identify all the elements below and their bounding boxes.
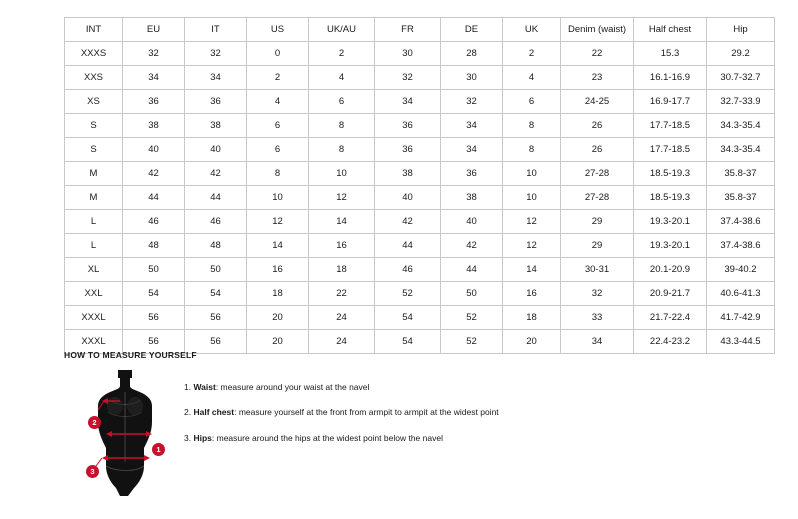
table-row	[65, 306, 775, 330]
cell-half-chest: 19.3-20.1	[634, 210, 707, 234]
cell-denim-waist: 23	[561, 66, 634, 90]
cell-de: 34	[441, 114, 503, 138]
cell-eu: 48	[123, 234, 185, 258]
measure-note-half-chest-number: 2.	[184, 407, 192, 418]
cell-uk: 8	[503, 114, 561, 138]
measure-note-half-chest	[184, 407, 744, 418]
measure-note-hips-number: 3.	[184, 432, 192, 443]
cell-uk-au: 8	[309, 114, 375, 138]
cell-int: XS	[65, 90, 123, 114]
cell-us: 10	[247, 186, 309, 210]
cell-it: 32	[185, 42, 247, 66]
measure-note-half-chest-term: Half chest	[193, 407, 235, 418]
cell-fr: 36	[375, 138, 441, 162]
cell-uk-au: 16	[309, 234, 375, 258]
column-header-it: IT	[185, 18, 247, 42]
cell-int: S	[65, 138, 123, 162]
measure-note-waist-text: : measure around your waist at the navel	[215, 382, 370, 392]
cell-uk-au: 12	[309, 186, 375, 210]
cell-uk: 12	[503, 210, 561, 234]
cell-half-chest: 20.9-21.7	[634, 282, 707, 306]
cell-fr: 32	[375, 66, 441, 90]
cell-half-chest: 17.7-18.5	[634, 114, 707, 138]
cell-uk-au: 8	[309, 138, 375, 162]
cell-denim-waist: 26	[561, 138, 634, 162]
cell-it: 40	[185, 138, 247, 162]
column-header-fr: FR	[375, 18, 441, 42]
cell-fr: 38	[375, 162, 441, 186]
cell-hip: 37.4-38.6	[707, 210, 775, 234]
cell-half-chest: 15.3	[634, 42, 707, 66]
cell-denim-waist: 30-31	[561, 258, 634, 282]
cell-denim-waist: 26	[561, 114, 634, 138]
cell-us: 20	[247, 306, 309, 330]
cell-int: L	[65, 234, 123, 258]
cell-eu: 34	[123, 66, 185, 90]
cell-fr: 34	[375, 90, 441, 114]
mannequin-illustration-icon	[64, 370, 184, 500]
cell-de: 36	[441, 162, 503, 186]
cell-hip: 29.2	[707, 42, 775, 66]
cell-denim-waist: 24-25	[561, 90, 634, 114]
table-header-row	[65, 18, 775, 42]
cell-hip: 39-40.2	[707, 258, 775, 282]
cell-us: 2	[247, 66, 309, 90]
cell-half-chest: 16.1-16.9	[634, 66, 707, 90]
cell-int: XXXL	[65, 306, 123, 330]
cell-half-chest: 22.4-23.2	[634, 330, 707, 354]
table-row	[65, 114, 775, 138]
cell-hip: 35.8-37	[707, 186, 775, 210]
table-row	[65, 138, 775, 162]
how-to-measure-body	[64, 370, 744, 500]
cell-us: 6	[247, 138, 309, 162]
cell-it: 42	[185, 162, 247, 186]
table-row	[65, 186, 775, 210]
cell-us: 18	[247, 282, 309, 306]
cell-eu: 56	[123, 306, 185, 330]
cell-fr: 54	[375, 306, 441, 330]
measure-notes	[184, 370, 744, 458]
cell-int: M	[65, 186, 123, 210]
cell-fr: 44	[375, 234, 441, 258]
cell-hip: 35.8-37	[707, 162, 775, 186]
cell-uk-au: 18	[309, 258, 375, 282]
column-header-int: INT	[65, 18, 123, 42]
table-row	[65, 282, 775, 306]
measure-note-hips-text: : measure around the hips at the widest point below the navel	[211, 432, 443, 443]
cell-us: 14	[247, 234, 309, 258]
cell-fr: 52	[375, 282, 441, 306]
cell-uk: 10	[503, 162, 561, 186]
cell-de: 40	[441, 210, 503, 234]
cell-it: 44	[185, 186, 247, 210]
cell-int: S	[65, 114, 123, 138]
cell-int: L	[65, 210, 123, 234]
cell-us: 6	[247, 114, 309, 138]
table-row	[65, 90, 775, 114]
cell-it: 38	[185, 114, 247, 138]
cell-hip: 40.6-41.3	[707, 282, 775, 306]
cell-eu: 38	[123, 114, 185, 138]
cell-uk: 16	[503, 282, 561, 306]
table-row	[65, 258, 775, 282]
cell-us: 16	[247, 258, 309, 282]
cell-fr: 40	[375, 186, 441, 210]
table-body	[65, 42, 775, 354]
table-header	[65, 18, 775, 42]
cell-int: M	[65, 162, 123, 186]
cell-de: 32	[441, 90, 503, 114]
size-table-container	[64, 17, 761, 354]
cell-fr: 30	[375, 42, 441, 66]
cell-eu: 54	[123, 282, 185, 306]
cell-hip: 34.3-35.4	[707, 138, 775, 162]
measure-note-waist-term: Waist	[193, 382, 216, 392]
cell-uk-au: 6	[309, 90, 375, 114]
cell-uk: 18	[503, 306, 561, 330]
cell-hip: 37.4-38.6	[707, 234, 775, 258]
measure-badge-3: 3	[86, 465, 99, 478]
table-row	[65, 66, 775, 90]
cell-uk: 8	[503, 138, 561, 162]
cell-denim-waist: 22	[561, 42, 634, 66]
cell-denim-waist: 33	[561, 306, 634, 330]
cell-eu: 42	[123, 162, 185, 186]
cell-eu: 56	[123, 330, 185, 354]
cell-de: 50	[441, 282, 503, 306]
cell-de: 28	[441, 42, 503, 66]
cell-fr: 42	[375, 210, 441, 234]
cell-it: 54	[185, 282, 247, 306]
cell-int: XXXS	[65, 42, 123, 66]
cell-uk-au: 4	[309, 66, 375, 90]
cell-int: XXXL	[65, 330, 123, 354]
cell-half-chest: 18.5-19.3	[634, 162, 707, 186]
table-row	[65, 42, 775, 66]
cell-de: 38	[441, 186, 503, 210]
cell-uk-au: 2	[309, 42, 375, 66]
cell-eu: 46	[123, 210, 185, 234]
cell-hip: 30.7-32.7	[707, 66, 775, 90]
measure-note-half-chest-text: : measure yourself at the front from armpit to armpit at the widest point	[234, 407, 499, 418]
measure-note-hips-term: Hips	[193, 432, 212, 443]
cell-hip: 32.7-33.9	[707, 90, 775, 114]
cell-denim-waist: 32	[561, 282, 634, 306]
cell-de: 52	[441, 330, 503, 354]
cell-hip: 43.3-44.5	[707, 330, 775, 354]
column-header-hip: Hip	[707, 18, 775, 42]
cell-half-chest: 18.5-19.3	[634, 186, 707, 210]
cell-de: 52	[441, 306, 503, 330]
size-conversion-table	[64, 17, 775, 354]
cell-it: 50	[185, 258, 247, 282]
cell-eu: 44	[123, 186, 185, 210]
cell-eu: 50	[123, 258, 185, 282]
cell-denim-waist: 27-28	[561, 162, 634, 186]
cell-uk-au: 24	[309, 330, 375, 354]
cell-uk-au: 14	[309, 210, 375, 234]
cell-uk-au: 22	[309, 282, 375, 306]
cell-eu: 32	[123, 42, 185, 66]
cell-hip: 34.3-35.4	[707, 114, 775, 138]
cell-de: 30	[441, 66, 503, 90]
cell-it: 56	[185, 306, 247, 330]
cell-half-chest: 21.7-22.4	[634, 306, 707, 330]
column-header-uk: UK	[503, 18, 561, 42]
column-header-eu: EU	[123, 18, 185, 42]
cell-uk: 12	[503, 234, 561, 258]
cell-hip: 41.7-42.9	[707, 306, 775, 330]
cell-half-chest: 17.7-18.5	[634, 138, 707, 162]
cell-uk-au: 10	[309, 162, 375, 186]
cell-int: XXL	[65, 282, 123, 306]
column-header-us: US	[247, 18, 309, 42]
how-to-measure-section	[64, 350, 744, 500]
column-header-de: DE	[441, 18, 503, 42]
cell-half-chest: 16.9-17.7	[634, 90, 707, 114]
cell-eu: 36	[123, 90, 185, 114]
cell-uk: 6	[503, 90, 561, 114]
cell-fr: 46	[375, 258, 441, 282]
cell-us: 8	[247, 162, 309, 186]
cell-eu: 40	[123, 138, 185, 162]
measure-badge-1: 1	[152, 443, 165, 456]
table-row	[65, 162, 775, 186]
cell-it: 48	[185, 234, 247, 258]
cell-uk: 4	[503, 66, 561, 90]
measure-note-waist-number: 1.	[184, 382, 192, 392]
cell-uk: 20	[503, 330, 561, 354]
cell-de: 34	[441, 138, 503, 162]
cell-denim-waist: 27-28	[561, 186, 634, 210]
cell-half-chest: 20.1-20.9	[634, 258, 707, 282]
cell-us: 20	[247, 330, 309, 354]
how-to-measure-title: HOW TO MEASURE YOURSELF	[64, 350, 197, 360]
cell-us: 0	[247, 42, 309, 66]
cell-half-chest: 19.3-20.1	[634, 234, 707, 258]
column-header-uk-au: UK/AU	[309, 18, 375, 42]
cell-uk: 10	[503, 186, 561, 210]
mannequin-figure	[64, 370, 184, 500]
cell-us: 12	[247, 210, 309, 234]
cell-de: 42	[441, 234, 503, 258]
measure-note-hips	[184, 433, 744, 444]
cell-it: 34	[185, 66, 247, 90]
cell-uk-au: 24	[309, 306, 375, 330]
cell-int: XXS	[65, 66, 123, 90]
cell-it: 36	[185, 90, 247, 114]
column-header-denim-waist: Denim (waist)	[561, 18, 634, 42]
table-row	[65, 234, 775, 258]
cell-denim-waist: 34	[561, 330, 634, 354]
table-row	[65, 210, 775, 234]
cell-fr: 54	[375, 330, 441, 354]
cell-denim-waist: 29	[561, 234, 634, 258]
column-header-half-chest: Half chest	[634, 18, 707, 42]
cell-de: 44	[441, 258, 503, 282]
measure-badge-2: 2	[88, 416, 101, 429]
cell-uk: 14	[503, 258, 561, 282]
cell-it: 46	[185, 210, 247, 234]
cell-denim-waist: 29	[561, 210, 634, 234]
cell-us: 4	[247, 90, 309, 114]
cell-int: XL	[65, 258, 123, 282]
cell-fr: 36	[375, 114, 441, 138]
measure-note-waist	[184, 382, 744, 393]
cell-uk: 2	[503, 42, 561, 66]
cell-it: 56	[185, 330, 247, 354]
